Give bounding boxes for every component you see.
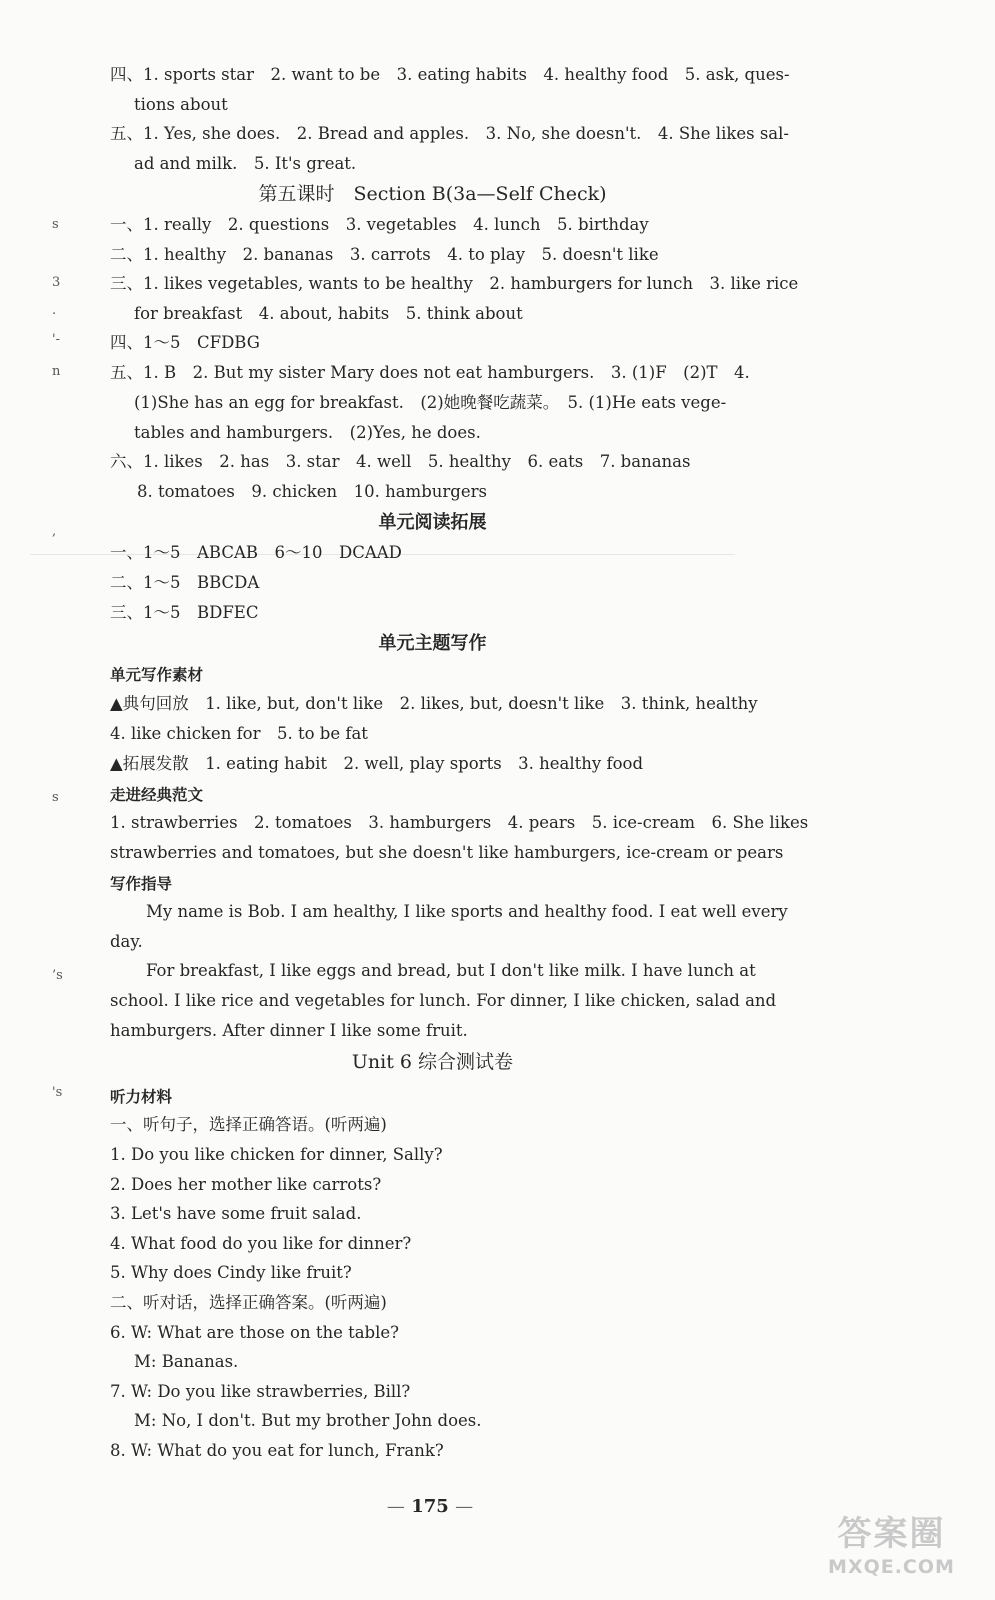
answer-line: 四、1. sports star 2. want to be 3. eating habits 4. healthy food 5. ask, ques- <box>110 65 790 84</box>
answer-line: (1)She has an egg for breakfast. (2)她晚餐吃蔬菜。 5. (1)He eats vege- <box>134 393 727 412</box>
essay-line: For breakfast, I like eggs and bread, but I don't like milk. I have lunch at <box>146 961 756 980</box>
answer-line: 3. Let's have some fruit salad. <box>110 1204 362 1223</box>
essay-line: school. I like rice and vegetables for lunch. For dinner, I like chicken, salad and <box>110 991 777 1010</box>
page-number-dash: — <box>455 1496 474 1517</box>
answer-line: M: Bananas. <box>134 1352 239 1371</box>
answer-line: 一、听句子，选择正确答语。(听两遍) <box>110 1115 387 1134</box>
answer-line: for breakfast 4. about, habits 5. think about <box>134 304 523 323</box>
answer-line: 二、1～5 BBCDA <box>110 573 260 592</box>
edge-mark: ’s <box>52 968 63 983</box>
watermark-logo: 答案圈 <box>837 1514 946 1554</box>
section-heading: 单元阅读拓展 <box>378 512 487 533</box>
answer-line: 8. W: What do you eat for lunch, Frank? <box>110 1441 444 1460</box>
answer-line: 二、听对话，选择正确答案。(听两遍) <box>110 1293 387 1312</box>
answer-line: 1. strawberries 2. tomatoes 3. hamburgers 4. pears 5. ice-cream 6. She likes <box>110 813 809 832</box>
section-heading: 第五课时 Section B(3a—Self Check) <box>258 183 607 205</box>
answer-line: ▲拓展发散 1. eating habit 2. well, play sports 3. healthy food <box>110 754 644 773</box>
section-heading: 单元主题写作 <box>378 633 487 654</box>
answer-line: ad and milk. 5. It's great. <box>134 154 357 173</box>
page-number-dash: — <box>386 1496 405 1517</box>
answer-line: 1. Do you like chicken for dinner, Sally? <box>110 1145 443 1164</box>
answer-line: 六、1. likes 2. has 3. star 4. well 5. healthy 6. eats 7. bananas <box>110 452 691 471</box>
edge-mark: n <box>52 364 61 379</box>
essay-line: My name is Bob. I am healthy, I like sports and healthy food. I eat well every <box>146 902 788 921</box>
essay-line: day. <box>110 932 143 951</box>
essay-line: hamburgers. After dinner I like some fruit. <box>110 1021 468 1040</box>
edge-mark: 3 <box>52 275 61 290</box>
answer-line: 一、1. really 2. questions 3. vegetables 4. lunch 5. birthday <box>110 215 649 234</box>
answer-line: 5. Why does Cindy like fruit? <box>110 1263 352 1282</box>
answer-line: 4. like chicken for 5. to be fat <box>110 724 368 743</box>
answer-line: tions about <box>134 95 228 114</box>
page-number-value: 175 <box>411 1496 449 1517</box>
edge-mark: '- <box>52 332 60 347</box>
answer-line: 一、1～5 ABCAB 6～10 DCAAD <box>110 543 402 562</box>
answer-line: M: No, I don't. But my brother John does. <box>134 1411 482 1430</box>
edge-mark: , <box>52 524 57 539</box>
answer-line: 8. tomatoes 9. chicken 10. hamburgers <box>137 482 487 501</box>
edge-mark: s <box>52 217 59 232</box>
edge-mark: 's <box>52 1085 63 1100</box>
answer-line: tables and hamburgers. (2)Yes, he does. <box>134 423 481 442</box>
answer-line: 五、1. B 2. But my sister Mary does not eat hamburgers. 3. (1)F (2)T 4. <box>110 363 750 382</box>
answer-line: 7. W: Do you like strawberries, Bill? <box>110 1382 411 1401</box>
answer-line: ▲典句回放 1. like, but, don't like 2. likes, but, doesn't like 3. think, healthy <box>110 694 758 713</box>
subsection-heading: 听力材料 <box>110 1088 173 1106</box>
answer-line: 四、1～5 CFDBG <box>110 333 260 352</box>
answer-line: 2. Does her mother like carrots? <box>110 1175 382 1194</box>
page-number <box>370 1496 490 1517</box>
subsection-heading: 单元写作素材 <box>110 666 204 684</box>
section-heading: Unit 6 综合测试卷 <box>351 1051 514 1073</box>
answer-line: 4. What food do you like for dinner? <box>110 1234 412 1253</box>
subsection-heading: 写作指导 <box>110 875 173 893</box>
answer-line: 五、1. Yes, she does. 2. Bread and apples. 3. No, she doesn't. 4. She likes sal- <box>110 124 789 143</box>
watermark-url: MXQE.COM <box>828 1556 955 1578</box>
answer-line: 二、1. healthy 2. bananas 3. carrots 4. to play 5. doesn't like <box>110 245 659 264</box>
edge-mark: s <box>52 790 59 805</box>
edge-mark: . <box>52 303 57 318</box>
answer-line: 三、1. likes vegetables, wants to be healthy 2. hamburgers for lunch 3. like rice <box>110 274 799 293</box>
subsection-heading: 走进经典范文 <box>110 786 204 804</box>
answer-line: 三、1～5 BDFEC <box>110 603 259 622</box>
answer-line: 6. W: What are those on the table? <box>110 1323 400 1342</box>
answer-line: strawberries and tomatoes, but she doesn't like hamburgers, ice-cream or pears <box>110 843 784 862</box>
watermark <box>804 1512 979 1592</box>
